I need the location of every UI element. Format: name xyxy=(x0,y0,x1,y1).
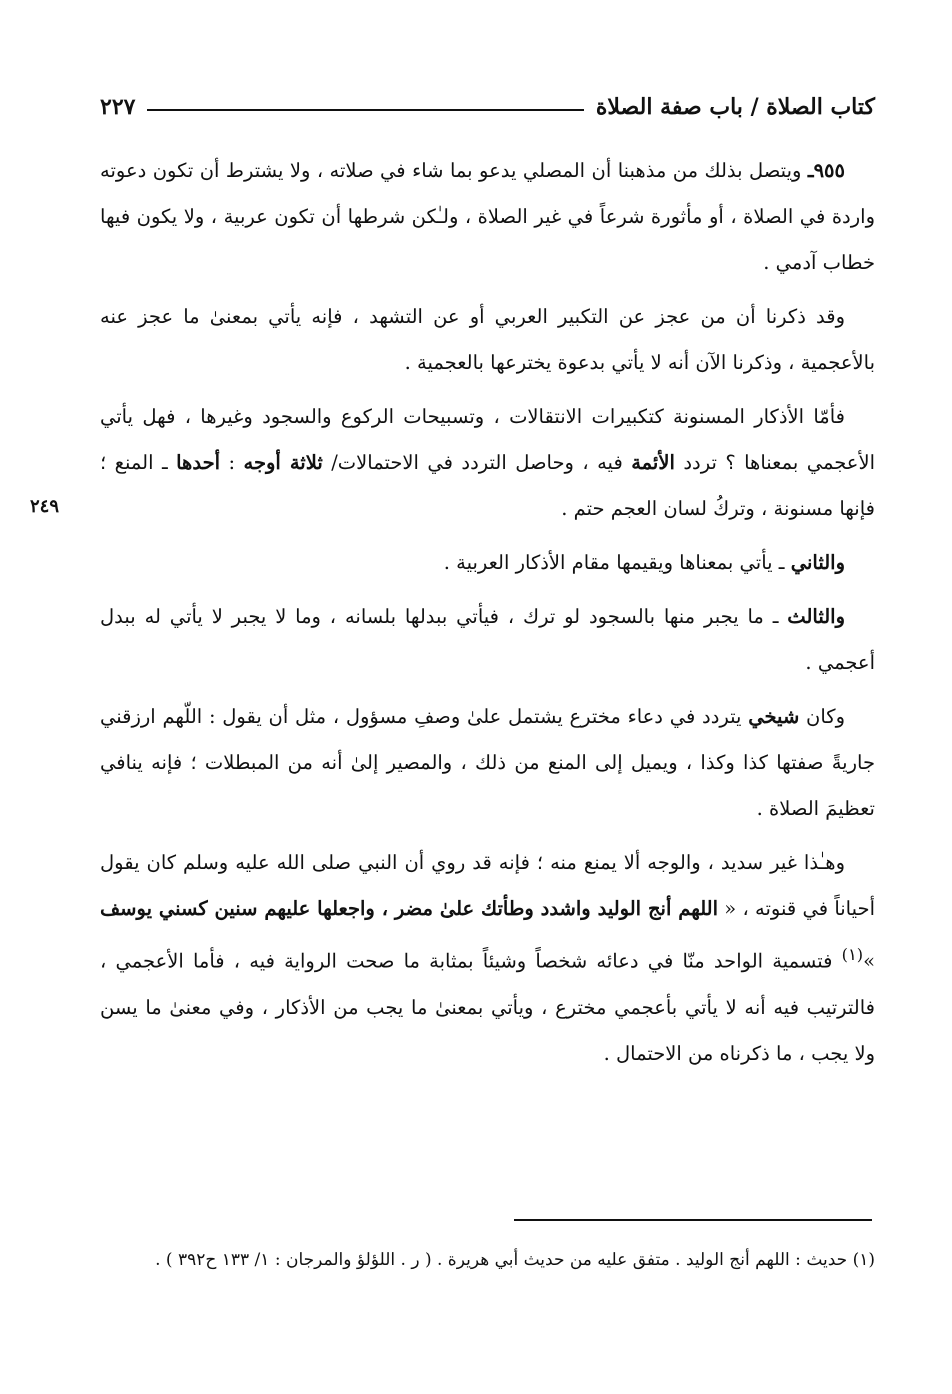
paragraph xyxy=(100,540,875,586)
bold-term: والثالث xyxy=(787,605,845,628)
paragraph-text: » xyxy=(863,949,875,973)
header-rule xyxy=(147,109,583,111)
footnote-rule xyxy=(514,1219,872,1221)
footnote-ref[interactable]: (١) xyxy=(841,945,864,964)
main-text xyxy=(100,148,875,1085)
paragraph-text: ويتصل بذلك من مذهبنا أن المصلي يدعو بما شاء في صلاته ، ولا يشترط أن تكون دعوته واردة في الصلاة ، أو مأثورة شرعاً في غير الصلاة ، ولـٰكن شرطها أن تكون عربية ، ولا يكون فيها خطاب آدمي . xyxy=(100,159,875,274)
page-number: ٢٢٧ xyxy=(100,94,136,120)
running-header xyxy=(100,80,875,120)
paragraph xyxy=(100,594,875,686)
paragraph xyxy=(100,394,875,532)
paragraph-text: فتسمية الواحد منّا في دعائه شخصاً وشيئاً بمثابة ما صحت الرواية فيه ، فأما الأعجمي ، فالترتيب فيه أنه لا يأتي بأعجمي مخترع ، ويأتي بمعنىٰ ما يجب من الأذكار ، وفي معنىٰ ما يسن ولا يجب ، ما ذكرناه من الاحتمال . xyxy=(100,949,875,1065)
paragraph-text: فأمّا الأذكار المسنونة كتكبيرات الانتقالات ، وتسبيحات الركوع والسجود وغيرها ، فهل يأتي الأعجمي بمعناها ؟ تردد xyxy=(100,405,875,474)
paragraph-text: فيه ، وحاصل التردد في الاحتمالات/ xyxy=(322,451,632,474)
bold-term: والثاني xyxy=(790,551,845,574)
paragraph-text: وهـٰذا غير سديد ، والوجه ألا يمنع منه ؛ فإنه قد روي أن النبي صلى الله عليه وسلم كان يقول أحياناً في قنوته ، « xyxy=(100,851,875,920)
bold-term: شيخي xyxy=(748,705,800,728)
bold-term: أحدها xyxy=(176,451,221,474)
manuscript-folio-number: ٢٤٩ xyxy=(30,496,60,517)
running-header-title: كتاب الصلاة / باب صفة الصلاة xyxy=(595,94,875,120)
paragraph-text: ـ يأتي بمعناها ويقيمها مقام الأذكار العربية . xyxy=(443,551,791,574)
paragraph xyxy=(100,840,875,1077)
paragraph-text: : xyxy=(220,451,244,474)
paragraph-text: وكان xyxy=(799,705,845,728)
bold-term: الأئمة xyxy=(631,451,675,474)
bold-term: ثلاثة أوجه xyxy=(243,451,323,474)
paragraph xyxy=(100,294,875,386)
issue-number: ٩٥٥ـ xyxy=(807,159,845,182)
paragraph-text: ـ المنع ؛ فإنها مسنونة ، وتركُ لسان العجم حتم . xyxy=(100,451,875,520)
footnote xyxy=(100,1243,875,1277)
paragraph-text: ـ ما يجبر منها بالسجود لو ترك ، فيأتي ببدلها بلسانه ، وما لا يجبر لا يأتي له ببدل أعجمي . xyxy=(100,605,875,674)
paragraph xyxy=(100,694,875,832)
paragraph-text: يتردد في دعاء مخترع يشتمل علىٰ وصفِ مسؤول ، مثل أن يقول : اللّهم ارزقني جاريةً صفتها كذا وكذا ، ويميل إلى المنع من ذلك ، والمصير إلىٰ أنه من المبطلات ؛ فإنه ينافي تعظيمَ الصلاة . xyxy=(100,705,875,820)
paragraph-955 xyxy=(100,148,875,286)
footnote-text: (١) حديث : اللهم أنج الوليد . متفق عليه من حديث أبي هريرة . ( ر . اللؤلؤ والمرجان : ١/ ١٣٣ ح٣٩٢ ) . xyxy=(155,1250,875,1270)
paragraph-text: وقد ذكرنا أن من عجز عن التكبير العربي أو عن التشهد ، فإنه يأتي بمعنىٰ ما عجز عنه بالأعجمية ، وذكرنا الآن أنه لا يأتي بدعوة يخترعها بالعجمية . xyxy=(100,305,875,374)
hadith-quote: اللهم أنج الوليد واشدد وطأتك علىٰ مضر ، واجعلها عليهم سنين كسني يوسف xyxy=(100,897,719,920)
